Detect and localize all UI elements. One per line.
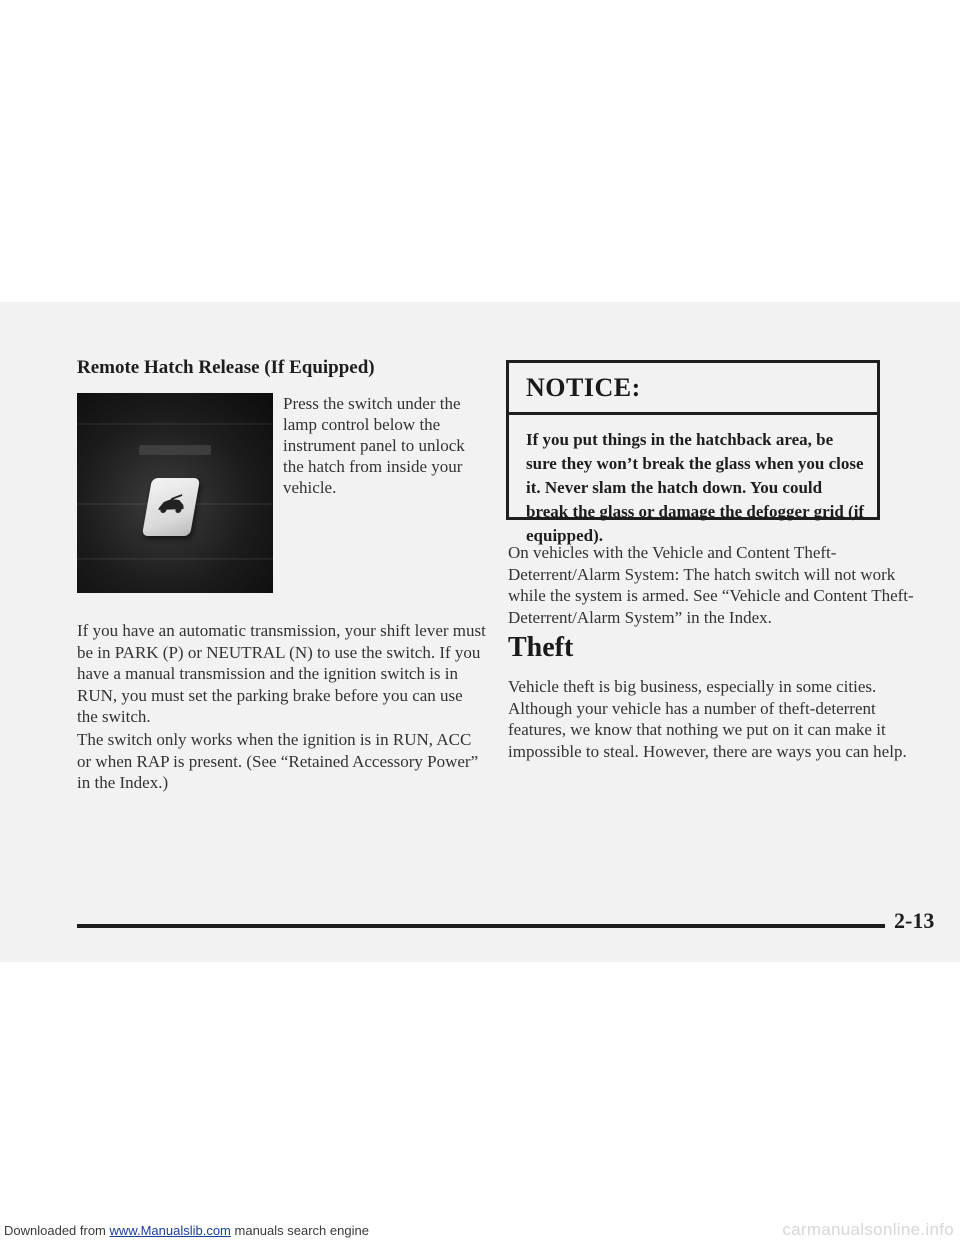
notice-body: If you put things in the hatchback area, be sure they won’t break the glass when you close it. Never slam the hatch down. You could break the glass or damage the defogger grid (if equipped). (526, 430, 865, 545)
watermark: carmanualsonline.info (782, 1220, 954, 1239)
banner-suffix: manuals search engine (234, 1223, 369, 1238)
intro-text: Press the switch under the lamp control below the instrument panel to unlock the hatch from inside your vehicle. (283, 394, 465, 497)
alarm-paragraph: On vehicles with the Vehicle and Content Theft-Deterrent/Alarm System: The hatch switch will not work while the system is armed. See “Vehicle and Content Theft-Deterrent/Alarm System” in the Index. (508, 543, 914, 627)
theft-paragraph: Vehicle theft is big business, especially in some cities. Although your vehicle has a number of theft-deterrent features, we know that nothing we put on it can make it impossible to steal. However, there are ways you can help. (508, 677, 907, 761)
footer-rule (77, 924, 885, 928)
section-heading: Remote Hatch Release (If Equipped) (77, 357, 375, 378)
notice-title: NOTICE: (509, 363, 877, 415)
hatch-switch-photo (77, 393, 273, 593)
transmission-paragraph: If you have an automatic transmission, your shift lever must be in PARK (P) or NEUTRAL (N) to use the switch. If you have a manual transmission and the ignition switch is in RUN, you must set the parking brake before you can use the switch. (77, 621, 486, 726)
banner-prefix: Downloaded from (4, 1223, 106, 1238)
theft-heading: Theft (508, 632, 574, 663)
hatch-switch (142, 478, 200, 536)
manualslib-link[interactable]: www.Manualslib.com (109, 1223, 231, 1238)
hatch-car-icon (154, 494, 189, 521)
download-banner (4, 1223, 369, 1238)
ignition-paragraph: The switch only works when the ignition is in RUN, ACC or when RAP is present. (See “Retained Accessory Power” in the Index.) (77, 730, 479, 792)
notice-box (506, 360, 880, 545)
page-number: 2-13 (894, 908, 935, 933)
